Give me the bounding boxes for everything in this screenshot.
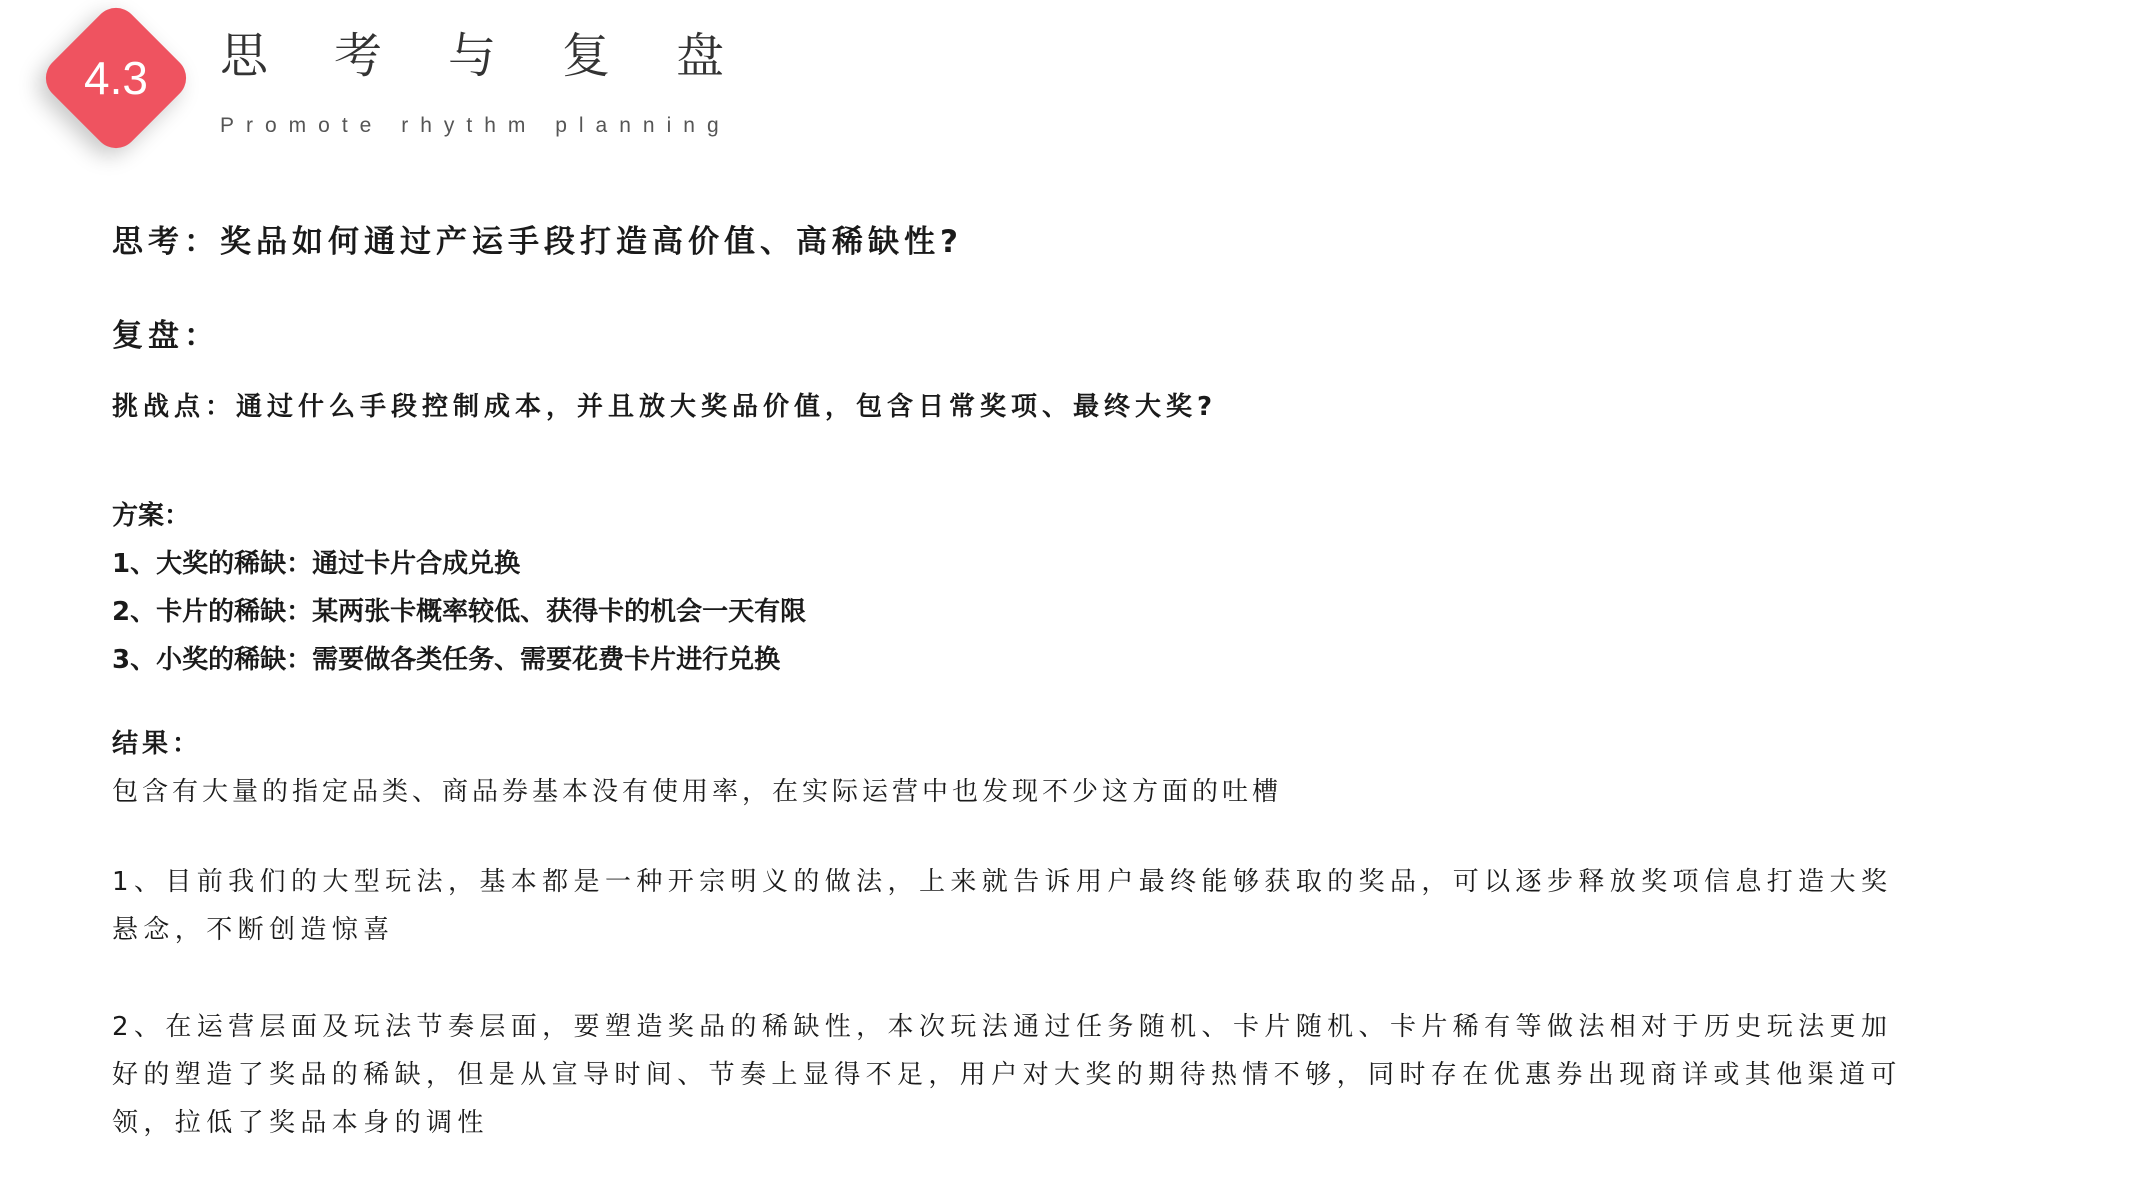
point-line: 悬念，不断创造惊喜 xyxy=(112,915,395,945)
plan-item: 3、小奖的稀缺：需要做各类任务、需要花费卡片进行兑换 xyxy=(112,645,781,675)
point-1 xyxy=(112,858,1892,954)
plan-item: 1、大奖的稀缺：通过卡片合成兑换 xyxy=(112,549,521,579)
point-line: 1、目前我们的大型玩法，基本都是一种开宗明义的做法，上来就告诉用户最终能够获取的奖品，可以逐步释放奖项信息打造大奖 xyxy=(112,867,1893,897)
point-line: 好的塑造了奖品的稀缺，但是从宣导时间、节奏上显得不足，用户对大奖的期待热情不够，同时存在优惠券出现商详或其他渠道可 xyxy=(112,1060,1902,1090)
think-heading: 思考：奖品如何通过产运手段打造高价值、高稀缺性? xyxy=(112,224,963,260)
result-section xyxy=(112,720,1282,816)
challenge-text: 挑战点：通过什么手段控制成本，并且放大奖品价值，包含日常奖项、最终大奖? xyxy=(112,392,1218,422)
point-line: 2、在运营层面及玩法节奏层面，要塑造奖品的稀缺性，本次玩法通过任务随机、卡片随机、卡片稀有等做法相对于历史玩法更加 xyxy=(112,1012,1893,1042)
result-text: 包含有大量的指定品类、商品券基本没有使用率，在实际运营中也发现不少这方面的吐槽 xyxy=(112,777,1283,807)
page-subtitle: Promote rhythm planning xyxy=(220,114,731,137)
result-label: 结果： xyxy=(112,729,203,759)
plan-section xyxy=(112,492,806,684)
plan-label: 方案： xyxy=(112,501,191,531)
section-number: 4.3 xyxy=(84,52,148,104)
point-2 xyxy=(112,1003,1902,1147)
page-title: 思考与复盘 xyxy=(220,28,791,84)
review-heading: 复盘： xyxy=(112,318,220,354)
plan-item: 2、卡片的稀缺：某两张卡概率较低、获得卡的机会一天有限 xyxy=(112,597,807,627)
point-line: 领，拉低了奖品本身的调性 xyxy=(112,1108,489,1138)
